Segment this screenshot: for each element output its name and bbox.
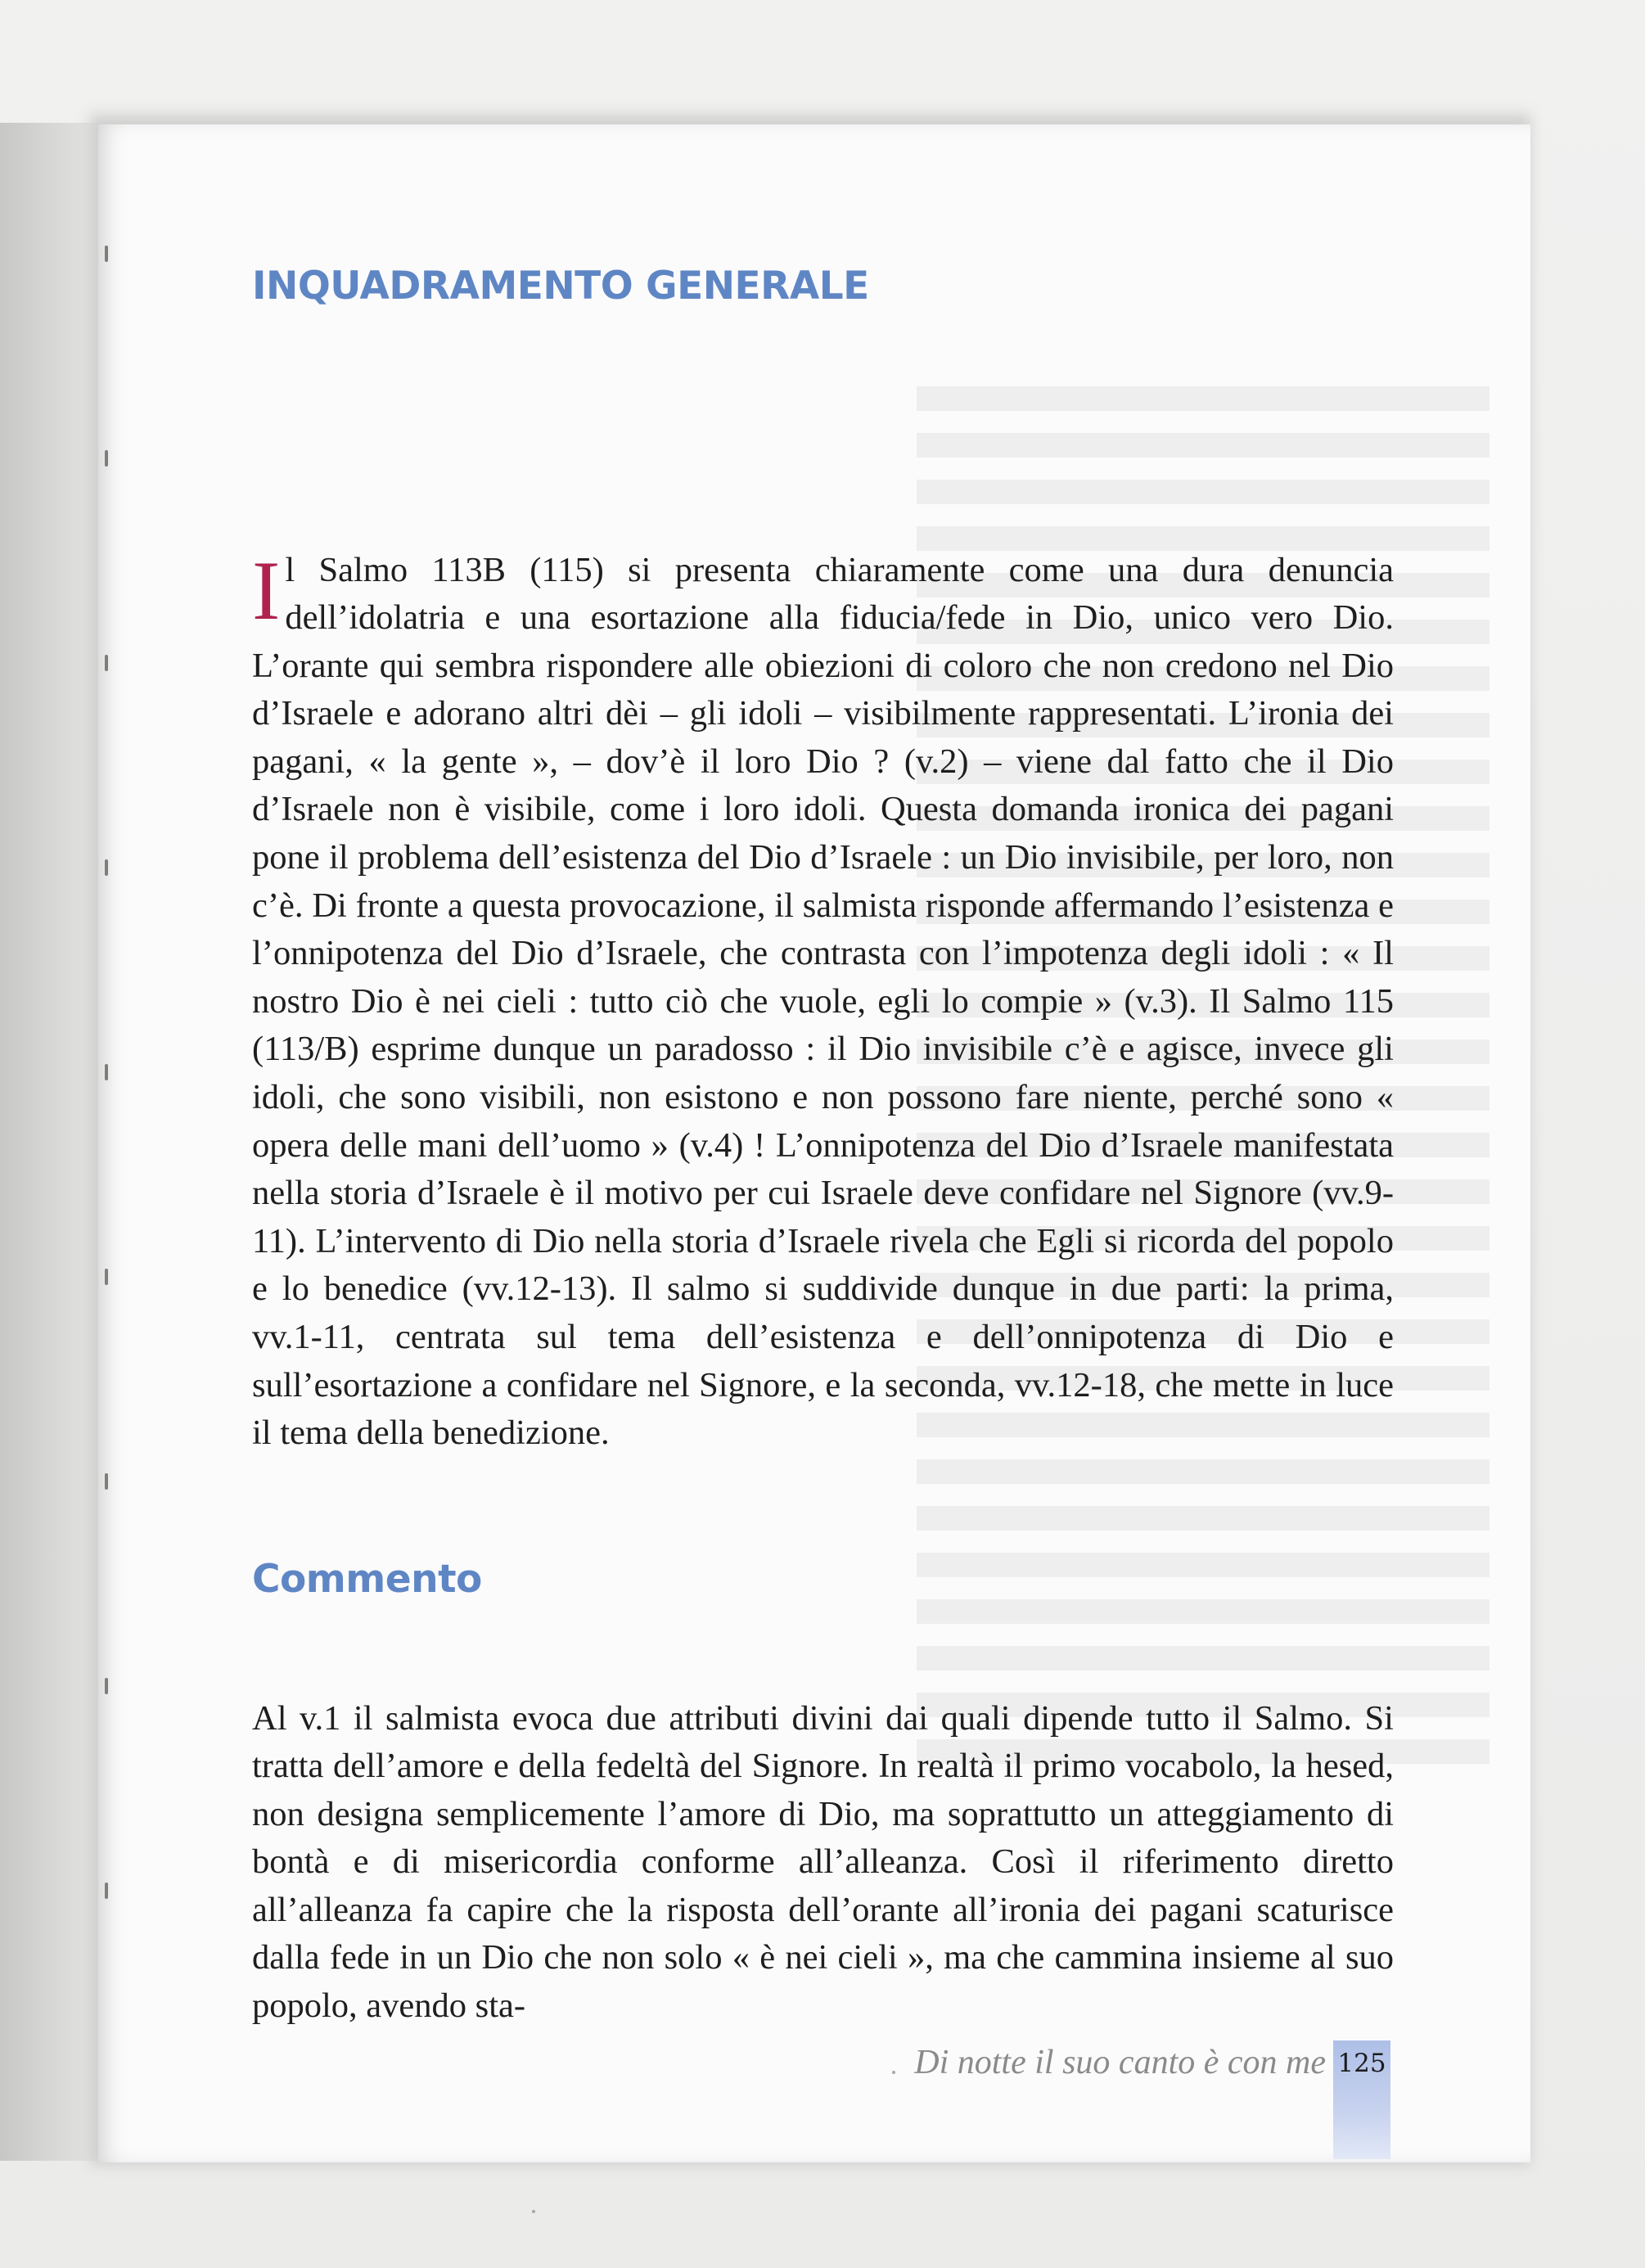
binding-stitch (105, 1678, 108, 1694)
commento-paragraph: Al v.1 il salmista evoca due attributi divini dai quali dipende tutto il Salmo. Si tratta dell’amore e della fedeltà del Signore. In realtà il primo vocabolo, la hesed, non designa semplicemente l’amore di Dio, ma soprattutto un atteggiamento di bontà e di misericordia conforme all’alleanza. Così il riferimento diretto all’alleanza fa capire che la risposta dell’orante all’ironia dei pagani scaturisce dalla fede in un Dio che non solo « è nei cieli », ma che cammina insieme al suo popolo, avendo sta- (252, 1698, 1394, 2026)
binding-stitch (105, 859, 108, 876)
page-number-tab (1333, 2040, 1390, 2159)
previous-page-edge (0, 123, 100, 2161)
running-footer: Di notte il suo canto è con me (914, 2044, 1326, 2081)
page-number: 125 (1337, 2049, 1386, 2078)
binding-stitch (105, 655, 108, 671)
section-title: INQUADRAMENTO GENERALE (252, 264, 869, 309)
binding-stitch (105, 246, 108, 262)
drop-cap: I (252, 543, 281, 638)
binding-stitch (105, 450, 108, 467)
binding-stitch (105, 1269, 108, 1285)
binding-stitch (105, 1473, 108, 1490)
scan-speck (532, 2210, 535, 2213)
intro-text: l Salmo 113B (115) si presenta chiaramente come una dura denuncia dell’idolatria e una esortazione alla fiducia/fede in Dio, unico vero Dio. L’orante qui sembra rispondere alle obiezioni di coloro che non credono nel Dio d’Israele e adorano altri dèi – gli idoli – visibilmente rappresentati. L’ironia dei pagani, « la gente », – dov’è il loro Dio ? (v.2) – viene dal fatto che il Dio d’Israele non è visibile, come i loro idoli. Questa domanda ironica dei pagani pone il problema dell’esistenza del Dio d’Israele : un Dio invisibile, per loro, non c’è. Di fronte a questa provocazione, il salmista risponde affermando l’esistenza e l’onnipotenza del Dio d’Israele, che contrasta con l’impotenza degli idoli : « Il nostro Dio è nei cieli : tutto ciò che vuole, egli lo compie » (v.3). Il Salmo 115 (113/B) esprime dunque un paradosso : il Dio invisibile c’è e agisce, invece gli idoli, che sono visibili, non esistono e non possono fare niente, perché sono « opera delle mani dell’uomo » (v.4) ! L’onnipotenza del Dio d’Israele manifestata nella storia d’Israele è il motivo per cui Israele deve confidare nel Signore (vv.9-11). L’intervento di Dio nella storia d’Israele rivela che Egli si ricorda del popolo e lo benedice (vv.12-13). Il salmo si suddivide dunque in due parti: la prima, vv.1-11, centrata sul tema dell’esistenza e dell’onnipotenza di Dio e sull’esortazione a confidare nel Signore, e la seconda, vv.12-18, che mette in luce il tema della benedizione. (252, 550, 1394, 1453)
intro-paragraph (252, 543, 1394, 1458)
binding-stitch (105, 1064, 108, 1080)
scan-speck (892, 2071, 895, 2074)
binding-stitch (105, 1882, 108, 1899)
commento-title: Commento (252, 1557, 482, 1602)
